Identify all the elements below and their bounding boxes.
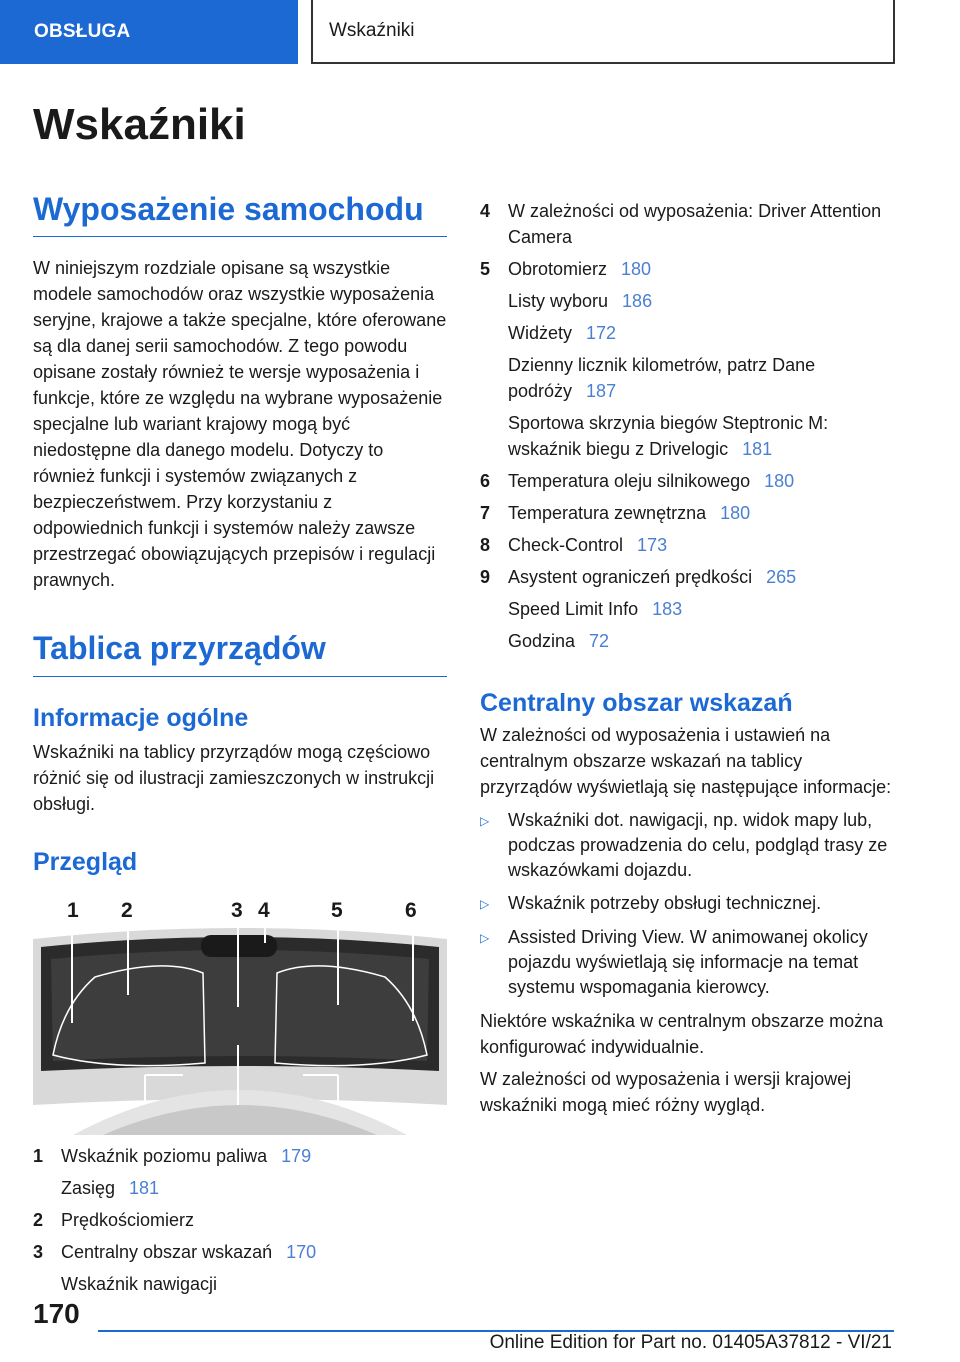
heading-central-display: Centralny obszar wskazań [480, 689, 793, 717]
item-text: Wskaźnik poziomu paliwa 179 [61, 1145, 312, 1166]
page-reference-link[interactable]: 173 [637, 535, 668, 555]
item-number: 8 [480, 535, 491, 555]
list-item [480, 198, 892, 250]
cluster-figure-svg [33, 895, 447, 1135]
item-text: Sportowa skrzynia biegów Steptronic M: wskaźnik biegu z Drivelogic 181 [508, 413, 829, 459]
section-tab[interactable]: OBSŁUGA [0, 0, 298, 64]
page-reference-link[interactable]: 181 [129, 1177, 160, 1198]
item-number: 5 [480, 259, 491, 279]
item-number: 9 [480, 567, 491, 587]
item-text: Widżety 172 [508, 323, 617, 343]
figure-label-6: 6 [405, 898, 417, 922]
list-item [480, 468, 892, 494]
list-item [33, 1143, 447, 1169]
figure-label-3: 3 [231, 898, 243, 922]
list-item [480, 288, 892, 314]
item-number: 4 [480, 201, 491, 221]
page-reference-link[interactable]: 72 [589, 631, 610, 651]
item-text: W zależności od wyposażenia: Driver Attention Camera [508, 201, 882, 247]
instrument-cluster-illustration [33, 895, 447, 1135]
item-text: Temperatura oleju silnikowego 180 [508, 471, 795, 491]
list-item [480, 320, 892, 346]
list-item [480, 532, 892, 558]
item-text: Dzienny licznik kilometrów, patrz Dane podróży 187 [508, 355, 816, 401]
heading-instrument-cluster: Tablica przyrządów [33, 629, 447, 676]
item-text: Listy wyboru 186 [508, 291, 653, 311]
item-number: 3 [33, 1241, 44, 1262]
item-text: Temperatura zewnętrzna 180 [508, 503, 751, 523]
list-item [480, 256, 892, 282]
heading-equipment: Wyposażenie samochodu [33, 190, 447, 237]
list-item [33, 1239, 447, 1265]
triangle-bullet-icon: ▷ [480, 897, 490, 911]
list-item [480, 500, 892, 526]
item-text: Centralny obszar wskazań 170 [61, 1241, 317, 1262]
item-number: 2 [33, 1209, 44, 1230]
config-paragraph: Niektóre wskaźnika w centralnym obszarze można konfigurować indywidualnie. [480, 1011, 884, 1057]
list-item [33, 1175, 447, 1201]
item-text: Speed Limit Info 183 [508, 599, 683, 619]
heading-overview: Przegląd [33, 847, 138, 876]
list-item [480, 596, 892, 622]
list-item [480, 352, 892, 404]
triangle-bullet-icon: ▷ [480, 814, 490, 828]
item-text: Prędkościomierz [61, 1209, 195, 1230]
left-column [33, 190, 447, 1303]
page-title: Wskaźniki [33, 100, 246, 149]
list-item [33, 1271, 447, 1297]
page-reference-link[interactable]: 180 [621, 259, 652, 279]
list-item [480, 410, 892, 462]
central-paragraph: W zależności od wyposażenia i ustawień na centralnym obszarze wskazań na tablicy przyrządów wyświetlają się następujące informacje: [480, 725, 892, 797]
page-reference-link[interactable]: 265 [766, 567, 797, 587]
page-reference-link[interactable]: 180 [720, 503, 751, 523]
figure-label-2: 2 [121, 898, 133, 922]
triangle-bullet-icon: ▷ [480, 931, 490, 945]
bullet-text: Assisted Driving View. W animowanej okolicy pojazdu wyświetlają się informacje na temat systemu wspomagania kierowcy. [508, 927, 868, 997]
list-item [480, 628, 892, 654]
item-number: 6 [480, 471, 491, 491]
central-bullet-list [480, 808, 892, 1000]
page-reference-link[interactable]: 170 [286, 1241, 317, 1262]
bullet-text: Wskaźniki dot. nawigacji, np. widok mapy lub, podczas prowadzenia do celu, podgląd trasy ze wskazówkami dojazdu. [508, 810, 888, 880]
bullet-item [480, 808, 892, 883]
figure-label-1: 1 [67, 898, 79, 922]
overview-list-right [480, 198, 892, 654]
right-column [480, 198, 892, 1118]
overview-list-left [33, 1143, 447, 1297]
equipment-paragraph: W niniejszym rozdziale opisane są wszystkie modele samochodów oraz wszystkie wyposażenia seryjne, krajowe a także specjalne, które oferowane są dla danej serii samochodów. Z tego powodu opisane zostały również te wersje wyposażenia i funkcje, które ze względu na wybrane wyposażenie specjalne lub wariant krajowy mogą być niedostępne dla danego modelu. Dotyczy to również funkcji i systemów związanych z bezpieczeństwem. Przy korzystaniu z odpowiednich funkcji i systemów należy zawsze przestrzegać obowiązujących przepisów i regulacji prawnych. [33, 258, 447, 591]
page-reference-link[interactable]: 183 [652, 599, 683, 619]
figure-label-5: 5 [331, 898, 343, 922]
item-text: Check-Control 173 [508, 535, 668, 555]
page-reference-link[interactable]: 187 [586, 381, 617, 401]
list-item [480, 564, 892, 590]
page-reference-link[interactable]: 179 [281, 1145, 312, 1166]
page-reference-link[interactable]: 186 [622, 291, 653, 311]
chapter-header: Wskaźniki [311, 0, 895, 64]
page-reference-link[interactable]: 172 [586, 323, 617, 343]
item-text: Wskaźnik nawigacji [61, 1273, 218, 1294]
item-text: Zasięg 181 [61, 1177, 160, 1198]
item-text: Obrotomierz 180 [508, 259, 652, 279]
bullet-text: Wskaźnik potrzeby obsługi technicznej. [508, 893, 822, 913]
item-text: Asystent ograniczeń prędkości 265 [508, 567, 797, 587]
item-text: Godzina 72 [508, 631, 610, 651]
item-number: 7 [480, 503, 491, 523]
general-paragraph: Wskaźniki na tablicy przyrządów mogą częściowo różnić się od ilustracji zamieszczonych w instrukcji obsługi. [33, 741, 435, 814]
page-reference-link[interactable]: 181 [742, 439, 773, 459]
variant-paragraph: W zależności od wyposażenia i wersji krajowej wskaźniki mogą mieć różny wygląd. [480, 1069, 852, 1115]
bullet-item [480, 891, 892, 917]
page-reference-link[interactable]: 180 [764, 471, 795, 491]
bullet-item [480, 925, 892, 1000]
heading-general-info: Informacje ogólne [33, 703, 249, 732]
item-number: 1 [33, 1145, 44, 1166]
edition-footer: Online Edition for Part no. 01405A37812 - VI/21 [489, 1332, 892, 1353]
list-item [33, 1207, 447, 1233]
figure-label-4: 4 [258, 898, 270, 922]
page-number: 170 [33, 1298, 80, 1329]
